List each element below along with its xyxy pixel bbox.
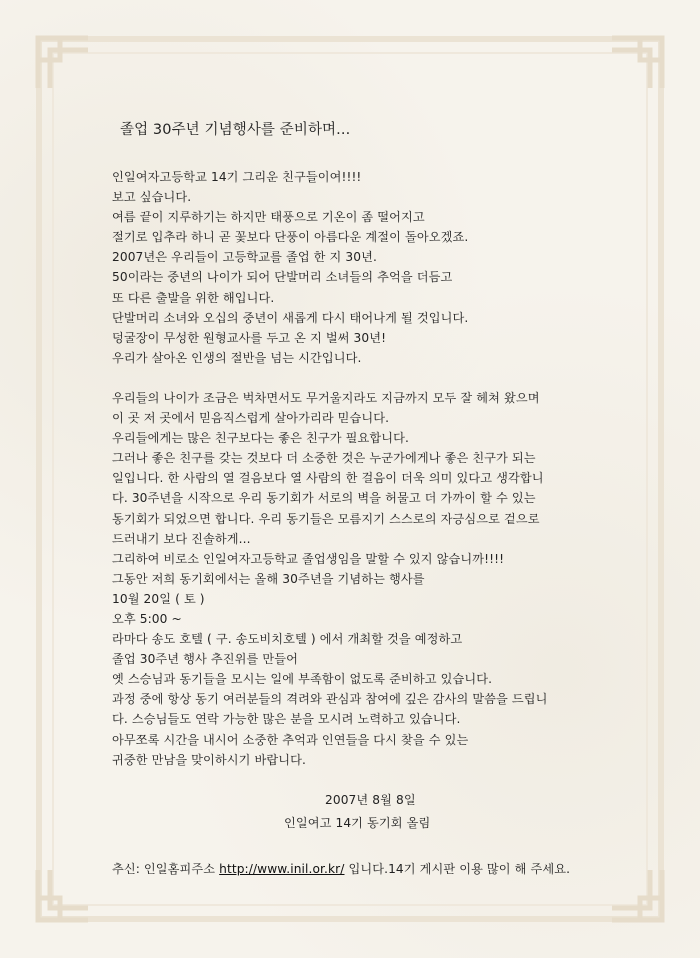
letter-line: 50이라는 중년의 나이가 되어 단발머리 소녀들의 추억을 더듬고	[112, 270, 453, 285]
event-venue-line: 라마다 송도 호텔 ( 구. 송도비치호텔 ) 에서 개최할 것을 예정하고	[112, 632, 463, 647]
letter-line: 다. 30주년을 시작으로 우리 동기회가 서로의 벽을 허물고 더 가까이 할 수 있는	[112, 491, 536, 506]
letter-line: 덩굴장이 무성한 원형교사를 두고 온 지 벌써 30년!	[112, 330, 387, 345]
letter-line: 이 곳 저 곳에서 믿음직스럽게 살아가리라 믿습니다.	[112, 411, 390, 426]
letter-line: 보고 싶습니다.	[112, 190, 192, 205]
letter-line: 우리들의 나이가 조금은 벅차면서도 무거울지라도 지금까지 모두 잘 헤쳐 왔으며	[112, 390, 540, 405]
letter-line: 동기회가 되었으면 합니다. 우리 동기들은 모름지기 스스로의 자긍심으로 겉으로	[112, 511, 540, 526]
event-date-line: 10월 20일 ( 토 )	[112, 591, 205, 606]
letter-line: 2007년은 우리들이 고등학교를 졸업 한 지 30년.	[112, 250, 377, 265]
postscript	[112, 859, 632, 879]
homepage-link[interactable]: http://www.inil.or.kr/	[219, 861, 345, 876]
letter-date: 2007년 8월 8일	[325, 792, 416, 807]
letter-line: 다. 스승님들도 연락 가능한 많은 분을 모시려 노력하고 있습니다.	[112, 712, 461, 727]
letter-line: 그리하여 비로소 인일여자고등학교 졸업생임을 말할 수 있지 않습니까!!!!	[112, 551, 505, 566]
letter-line: 옛 스승님과 동기들을 모시는 일에 부족함이 없도록 준비하고 있습니다.	[112, 672, 493, 687]
letter-line: 아무쪼록 시간을 내시어 소중한 추억과 인연들을 다시 찾을 수 있는	[112, 732, 469, 747]
letter-line: 우리들에게는 많은 친구보다는 좋은 친구가 필요합니다.	[112, 431, 409, 446]
letter-line: 단발머리 소녀와 오십의 중년이 새롭게 다시 태어나게 될 것입니다.	[112, 310, 469, 325]
letter-body	[112, 114, 632, 879]
letter-line: 인일여자고등학교 14기 그리운 친구들이여!!!!	[112, 170, 362, 184]
corner-knot-ornament	[602, 28, 672, 98]
letter-line: 그동안 저희 동기회에서는 올해 30주년을 기념하는 행사를	[112, 571, 425, 586]
letter-signature: 인일여고 14기 동기회 올림	[284, 815, 431, 830]
letter-line: 졸업 30주년 행사 추진위를 만들어	[112, 652, 298, 667]
corner-knot-ornament	[28, 28, 98, 98]
event-time-line: 오후 5:00 ~	[112, 611, 182, 626]
letter-line: 그러나 좋은 친구를 갖는 것보다 더 소중한 것은 누군가에게나 좋은 친구가 되는	[112, 451, 536, 466]
letter-line: 우리가 살아온 인생의 절반을 넘는 시간입니다.	[112, 350, 362, 365]
letter-line: 절기로 입추라 하니 곧 꽃보다 단풍이 아름다운 계절이 돌아오겠죠.	[112, 230, 469, 245]
postscript-prefix: 추신: 인일홈피주소	[112, 861, 220, 876]
letter-line: 귀중한 만남을 맞이하시기 바랍니다.	[112, 752, 306, 767]
letter-line: 일입니다. 한 사람의 열 걸음보다 열 사람의 한 걸음이 더욱 의미 있다고 생각합니	[112, 471, 544, 486]
letter-title: 졸업 30주년 기념행사를 준비하며...	[120, 122, 351, 138]
postscript-suffix: 입니다.14기 게시판 이용 많이 해 주세요.	[344, 861, 571, 876]
paragraph-gap	[112, 368, 632, 388]
corner-knot-ornament	[28, 860, 98, 930]
letter-line: 또 다른 출발을 위한 해입니다.	[112, 290, 275, 305]
letter-line: 드러내기 보다 진솔하게...	[112, 531, 251, 546]
letter-line: 여름 끝이 지루하기는 하지만 태풍으로 기온이 좀 떨어지고	[112, 210, 425, 225]
letter-line: 과정 중에 항상 동기 여러분들의 격려와 관심과 참여에 깊은 감사의 말씀을 드립니	[112, 692, 548, 707]
